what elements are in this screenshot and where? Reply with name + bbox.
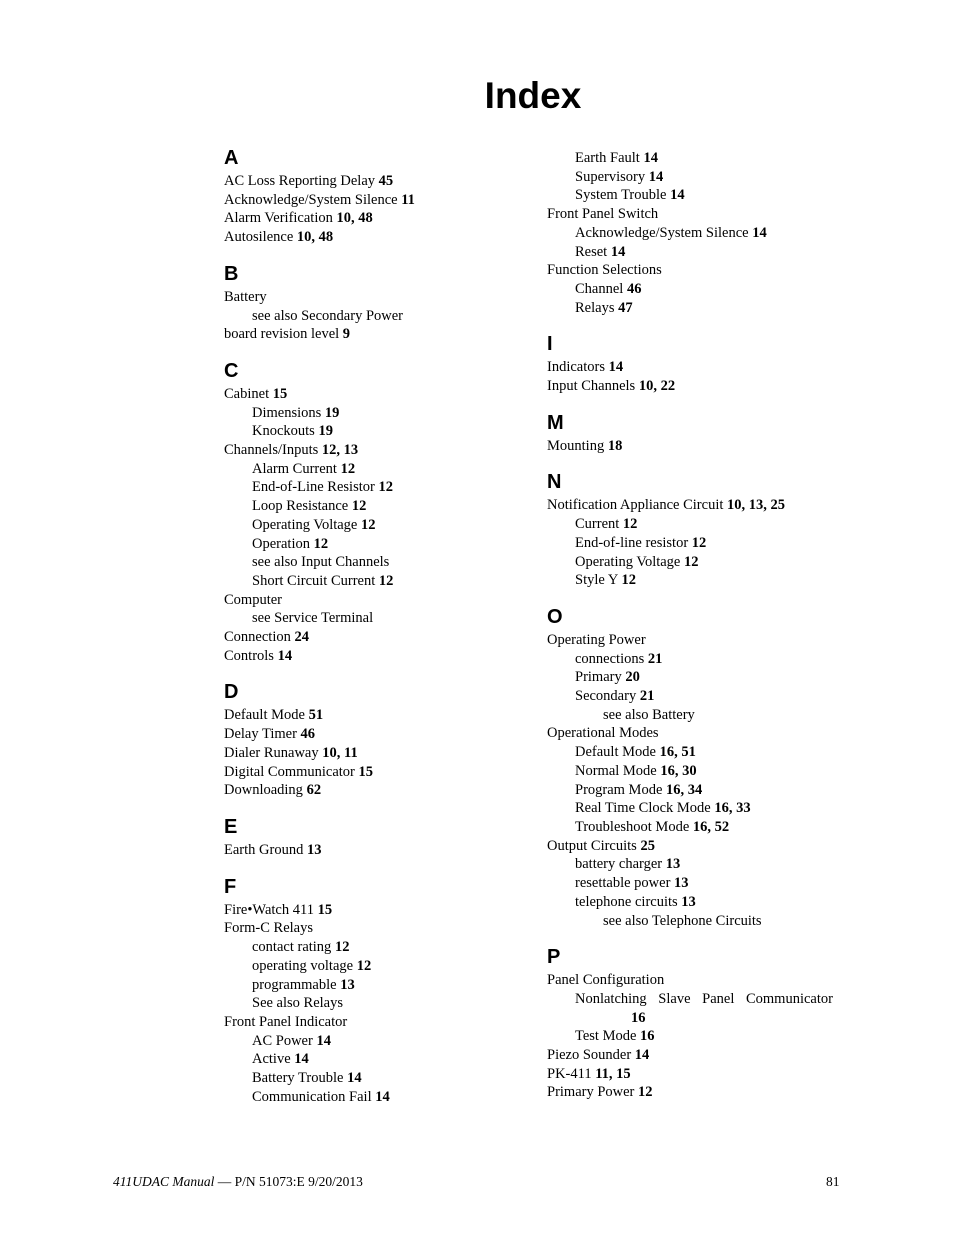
entry-term: Front Panel Indicator — [224, 1013, 348, 1030]
index-entry-system-trouble — [547, 186, 847, 205]
index-entry-autosilence — [224, 228, 524, 247]
index-section-b — [224, 262, 524, 344]
entry-page-numbers: 46 — [626, 280, 642, 297]
entry-term: Primary Power — [547, 1084, 635, 1101]
index-entry-battery-trouble — [224, 1069, 524, 1088]
entry-term: Earth Fault — [575, 150, 640, 166]
entry-page-numbers: 21 — [647, 650, 663, 667]
index-entry-nonlatching-slave-panel-communicator — [547, 990, 843, 1027]
entry-page-numbers: 16, 33 — [714, 800, 751, 817]
entry-page-numbers: 14 — [608, 359, 624, 376]
index-entry-input-channels — [547, 377, 847, 396]
index-entry-channels-inputs — [224, 441, 524, 460]
entry-page-numbers: 15 — [358, 763, 374, 780]
index-entry-see-also-secondary-power — [224, 307, 524, 326]
entry-term: Nonlatching Slave Panel Communicator — [575, 990, 833, 1007]
entry-page-numbers: 14 — [648, 168, 664, 185]
index-entry-loop-resistance — [224, 497, 524, 516]
entry-term: Troubleshoot Mode — [575, 818, 690, 835]
entry-page-numbers: 14 — [347, 1070, 362, 1087]
index-entry-see-also-relays — [224, 994, 524, 1013]
index-entry-secondary — [547, 687, 847, 706]
entry-term: End-of-Line Resistor — [252, 479, 375, 496]
entry-term: resettable power — [575, 875, 671, 892]
index-entry-channel — [547, 280, 847, 299]
entry-term: Supervisory — [575, 168, 646, 185]
index-section-n — [547, 470, 847, 590]
index-entry-form-c-relays — [224, 919, 524, 938]
index-entry-indicators — [547, 358, 847, 377]
entry-term: Operating Voltage — [252, 516, 358, 533]
entry-term: battery charger — [575, 856, 663, 873]
footer-manual-title: 411UDAC Manual — [113, 1174, 215, 1189]
entry-page-numbers: 15 — [317, 901, 333, 918]
entry-page-numbers: 11 — [401, 191, 415, 208]
index-entry-operating-power — [547, 631, 847, 650]
entry-page-numbers: 12 — [361, 516, 376, 533]
index-section-continued — [547, 149, 847, 317]
entry-page-numbers: 13 — [681, 893, 696, 910]
index-entry-operating-voltage — [547, 553, 847, 572]
entry-page-numbers: 62 — [306, 782, 322, 799]
index-entry-battery — [224, 288, 524, 307]
entry-term: Normal Mode — [575, 762, 657, 779]
entry-term: see also Battery — [603, 706, 695, 723]
page-title: Index — [484, 75, 582, 116]
entry-term: connections — [575, 650, 645, 667]
entry-page-numbers: 12 — [621, 572, 636, 589]
index-entry-troubleshoot-mode — [547, 818, 847, 837]
entry-page-numbers: 51 — [308, 707, 324, 724]
entry-term: Dialer Runaway — [224, 744, 319, 761]
entry-page-numbers: 15 — [272, 385, 288, 402]
index-entry-acknowledge-system-silence — [547, 224, 847, 243]
index-entry-real-time-clock-mode — [547, 799, 847, 818]
index-section-d — [224, 680, 524, 800]
entry-term: Delay Timer — [224, 726, 297, 743]
index-section-f — [224, 875, 524, 1107]
entry-page-numbers: 14 — [643, 150, 658, 166]
index-section-a — [224, 146, 524, 247]
entry-page-numbers: 19 — [318, 423, 333, 440]
index-entry-cabinet — [224, 385, 524, 404]
entry-page-numbers: 16 — [640, 1028, 655, 1045]
entry-term: Test Mode — [575, 1028, 637, 1045]
section-letter: O — [547, 605, 563, 628]
entry-page-numbers: 12 — [356, 957, 372, 974]
entry-page-numbers: 45 — [378, 173, 394, 189]
index-entry-resettable-power — [547, 874, 847, 893]
entry-page-numbers: 21 — [639, 688, 655, 705]
section-letter: E — [224, 815, 238, 838]
index-entry-supervisory — [547, 168, 847, 187]
entry-term: Dimensions — [252, 404, 322, 421]
entry-term: Input Channels — [547, 378, 636, 395]
entry-term: Acknowledge/System Silence — [224, 191, 398, 208]
index-entry-normal-mode — [547, 762, 847, 781]
entry-term: Digital Communicator — [224, 763, 355, 780]
entry-page-numbers: 14 — [316, 1032, 331, 1049]
entry-page-numbers: 12 — [622, 516, 638, 533]
index-entry-front-panel-indicator — [224, 1013, 524, 1032]
entry-page-numbers: 10, 13, 25 — [727, 497, 785, 514]
entry-term: see also Telephone Circuits — [603, 912, 762, 929]
entry-term: Panel Configuration — [547, 972, 665, 989]
section-letter: M — [547, 411, 564, 434]
footer-part-number: — P/N 51073:E 9/20/2013 — [214, 1174, 363, 1189]
index-entry-ac-loss-reporting-delay — [224, 172, 524, 191]
index-entry-operational-modes — [547, 724, 847, 743]
section-letter: B — [224, 262, 239, 285]
entry-term: Program Mode — [575, 781, 663, 798]
index-entry-alarm-current — [224, 460, 524, 479]
entry-page-numbers: 20 — [625, 669, 640, 686]
section-letter: N — [547, 471, 562, 494]
entry-term: Fire•Watch 411 — [224, 901, 314, 918]
index-entry-primary-power — [547, 1083, 847, 1102]
index-entry-style-y — [547, 571, 847, 590]
entry-term: Battery — [224, 288, 267, 305]
index-section-e — [224, 815, 524, 860]
entry-term: Alarm Current — [252, 460, 337, 477]
entry-term: board revision level — [224, 326, 340, 343]
index-entry-programmable — [224, 976, 524, 995]
entry-term: Indicators — [547, 359, 605, 376]
index-entry-mounting — [547, 437, 847, 456]
entry-term: see also Input Channels — [252, 554, 390, 571]
entry-page-numbers: 12 — [684, 553, 699, 570]
entry-page-numbers: 11, 15 — [595, 1065, 631, 1082]
index-section-i — [547, 332, 847, 395]
index-entry-see-service-terminal — [224, 609, 524, 628]
index-entry-ac-power — [224, 1032, 524, 1051]
index-entry-connections — [547, 650, 847, 669]
entry-term: End-of-line resistor — [575, 534, 689, 551]
index-entry-communication-fail — [224, 1088, 524, 1107]
entry-term: AC Power — [252, 1032, 313, 1049]
section-letter: A — [224, 147, 239, 169]
index-entry-pk-411 — [547, 1065, 847, 1084]
entry-term: Operational Modes — [547, 725, 659, 742]
index-entry-knockouts — [224, 422, 524, 441]
index-entry-see-also-battery — [547, 706, 847, 725]
index-entry-controls — [224, 647, 524, 666]
entry-term: Acknowledge/System Silence — [575, 224, 749, 241]
index-entry-telephone-circuits — [547, 893, 847, 912]
index-entry-see-also-input-channels — [224, 553, 524, 572]
index-section-m — [547, 411, 847, 456]
index-entry-current — [547, 515, 847, 534]
index-column-left — [224, 146, 524, 1121]
entry-term: Alarm Verification — [224, 210, 333, 227]
footer-page-number: 81 — [826, 1174, 840, 1189]
index-entry-program-mode — [547, 781, 847, 800]
entry-page-numbers: 16 — [631, 1009, 646, 1026]
entry-page-numbers: 14 — [752, 224, 767, 241]
index-entry-panel-configuration — [547, 971, 847, 990]
entry-page-numbers: 12 — [691, 534, 707, 551]
index-entry-piezo-sounder — [547, 1046, 847, 1065]
index-entry-connection — [224, 628, 524, 647]
entry-term: Form-C Relays — [224, 920, 314, 937]
entry-page-numbers: 10, 11 — [322, 744, 358, 761]
entry-page-numbers: 18 — [607, 437, 623, 454]
entry-page-numbers: 47 — [618, 299, 633, 316]
index-entry-see-also-telephone-circuits — [547, 912, 847, 931]
index-section-c — [224, 359, 524, 666]
section-letter: I — [547, 333, 553, 356]
index-entry-dialer-runaway — [224, 744, 524, 763]
entry-page-numbers: 12 — [334, 939, 350, 956]
entry-term: Operating Power — [547, 631, 646, 648]
entry-page-numbers: 24 — [294, 629, 309, 646]
index-entry-dimensions — [224, 404, 524, 423]
entry-term: Communication Fail — [252, 1088, 372, 1105]
index-entry-front-panel-switch — [547, 205, 847, 224]
index-entry-short-circuit-current — [224, 572, 524, 591]
entry-page-numbers: 12, 13 — [321, 442, 359, 459]
section-letter: P — [547, 946, 561, 969]
index-entry-battery-charger — [547, 855, 847, 874]
entry-term: Autosilence — [224, 229, 294, 246]
entry-page-numbers: 14 — [294, 1051, 309, 1068]
index-column-right — [547, 149, 847, 1117]
entry-page-numbers: 12 — [378, 572, 394, 589]
entry-term: Controls — [224, 647, 274, 664]
entry-term: Front Panel Switch — [547, 206, 659, 223]
index-entry-computer — [224, 591, 524, 610]
section-letter: F — [224, 875, 237, 898]
entry-term: Active — [252, 1051, 291, 1068]
index-entry-output-circuits — [547, 837, 847, 856]
entry-term: Computer — [224, 591, 282, 608]
index-section-o — [547, 605, 847, 930]
entry-term: Battery Trouble — [252, 1070, 344, 1087]
entry-term: Connection — [224, 629, 291, 646]
index-entry-operation — [224, 535, 524, 554]
index-section-p — [547, 945, 847, 1102]
index-entry-digital-communicator — [224, 763, 524, 782]
entry-page-numbers: 14 — [634, 1047, 650, 1064]
entry-term: Mounting — [547, 437, 605, 454]
entry-term: See also Relays — [252, 995, 344, 1012]
entry-term: AC Loss Reporting Delay — [224, 173, 376, 189]
entry-page-numbers: 12 — [340, 460, 356, 477]
footer-manual-info — [113, 1174, 363, 1190]
entry-page-numbers: 13 — [340, 976, 355, 993]
entry-term: Notification Appliance Circuit — [547, 497, 724, 514]
entry-page-numbers: 10, 48 — [296, 229, 334, 246]
entry-page-numbers: 13 — [674, 875, 689, 892]
entry-term: Default Mode — [224, 707, 305, 724]
entry-term: System Trouble — [575, 187, 667, 204]
entry-term: Primary — [575, 669, 622, 686]
index-entry-operating-voltage — [224, 516, 524, 535]
index-entry-acknowledge-system-silence — [224, 191, 524, 210]
entry-term: Relays — [575, 299, 615, 316]
entry-term: Real Time Clock Mode — [575, 800, 711, 817]
entry-page-numbers: 14 — [670, 187, 685, 204]
index-entry-downloading — [224, 781, 524, 800]
index-entry-test-mode — [547, 1027, 847, 1046]
entry-term: Operation — [252, 535, 310, 552]
index-entry-default-mode — [224, 706, 524, 725]
entry-term: Channels/Inputs — [224, 442, 319, 459]
entry-page-numbers: 16, 52 — [692, 818, 730, 835]
entry-page-numbers: 16, 30 — [660, 762, 697, 779]
entry-term: Piezo Sounder — [547, 1047, 632, 1064]
index-entry-operating-voltage — [224, 957, 524, 976]
entry-page-numbers: 46 — [300, 726, 316, 743]
entry-term: Earth Ground — [224, 841, 304, 858]
section-letter: C — [224, 359, 239, 382]
entry-term: PK-411 — [547, 1065, 592, 1082]
entry-page-numbers: 12 — [638, 1084, 653, 1101]
index-entry-fire-watch-411 — [224, 901, 524, 920]
entry-page-numbers: 14 — [375, 1088, 390, 1105]
index-entry-primary — [547, 668, 847, 687]
entry-term: Current — [575, 516, 620, 533]
index-entry-relays — [547, 299, 847, 318]
entry-term: Loop Resistance — [252, 498, 349, 515]
index-entry-default-mode — [547, 743, 847, 762]
entry-term: Channel — [575, 280, 624, 297]
entry-term: Cabinet — [224, 385, 270, 402]
index-entry-delay-timer — [224, 725, 524, 744]
entry-page-numbers: 10, 22 — [638, 378, 676, 395]
entry-term: contact rating — [252, 939, 332, 956]
entry-term: telephone circuits — [575, 893, 678, 910]
entry-page-numbers: 14 — [277, 647, 293, 664]
entry-term: Function Selections — [547, 262, 662, 279]
section-letter: D — [224, 681, 239, 704]
entry-term: Reset — [575, 243, 608, 260]
entry-page-numbers: 19 — [324, 404, 340, 421]
entry-page-numbers: 12 — [313, 535, 329, 552]
entry-term: operating voltage — [252, 957, 354, 974]
entry-page-numbers: 13 — [665, 856, 681, 873]
index-entry-reset — [547, 243, 847, 262]
entry-term: Short Circuit Current — [252, 572, 376, 589]
entry-page-numbers: 12 — [351, 498, 367, 515]
index-entry-notification-appliance-circuit — [547, 496, 847, 515]
entry-term: see also Secondary Power — [252, 307, 403, 324]
entry-term: Operating Voltage — [575, 553, 681, 570]
entry-term: Secondary — [575, 688, 637, 705]
index-entry-earth-fault — [547, 149, 847, 168]
entry-page-numbers: 9 — [342, 326, 351, 343]
index-entry-earth-ground — [224, 841, 524, 860]
entry-page-numbers: 25 — [640, 837, 655, 854]
entry-term: Default Mode — [575, 744, 656, 761]
index-entry-end-of-line-resistor — [547, 534, 847, 553]
entry-term: Output Circuits — [547, 837, 637, 854]
entry-term: Downloading — [224, 782, 303, 799]
index-entry-contact-rating — [224, 938, 524, 957]
entry-page-numbers: 16, 34 — [666, 781, 703, 798]
index-entry-board-revision-level — [224, 325, 524, 344]
index-entry-function-selections — [547, 261, 847, 280]
entry-page-numbers: 13 — [306, 841, 322, 858]
entry-term: Knockouts — [252, 423, 315, 440]
entry-page-numbers: 14 — [610, 243, 626, 260]
index-entry-alarm-verification — [224, 209, 524, 228]
entry-term: Style Y — [575, 572, 618, 589]
entry-term: programmable — [252, 976, 337, 993]
entry-page-numbers: 10, 48 — [336, 210, 373, 227]
index-entry-active — [224, 1050, 524, 1069]
entry-page-numbers: 12 — [378, 479, 393, 496]
entry-page-numbers: 16, 51 — [659, 744, 696, 761]
index-entry-end-of-line-resistor — [224, 478, 524, 497]
entry-term: see Service Terminal — [252, 610, 374, 627]
